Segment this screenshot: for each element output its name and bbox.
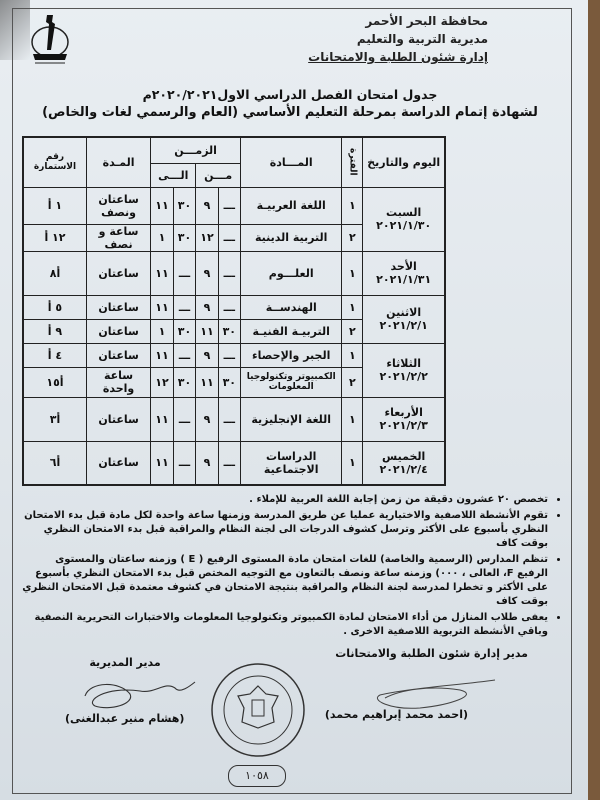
from-hour-cell: ٩ [196, 295, 218, 319]
to-hour-cell: ١٢ [151, 367, 174, 397]
from-minute-cell: ـــ [218, 343, 240, 367]
signature-left-icon [80, 676, 200, 714]
form-number-cell: أ٦ [23, 441, 86, 485]
day-date: ٢٠٢١/١/٣٠ [376, 219, 432, 232]
header-day: اليوم والتاريخ [363, 137, 445, 187]
to-minute-cell: ٣٠ [173, 367, 196, 397]
header-from: مـــن [196, 163, 241, 187]
schedule-subtitle: لشهادة إتمام الدراسة بمرحلة التعليم الأساسي (العام والرسمي لغات والخاص) [42, 105, 538, 120]
day-date: ٢٠٢١/٢/١ [379, 319, 428, 332]
form-number-cell: ٥ أ [23, 295, 86, 319]
from-hour-cell: ٩ [196, 343, 218, 367]
duration-cell: ساعتان [86, 251, 150, 295]
duration-cell: ساعتان [86, 295, 150, 319]
to-hour-cell: ١١ [151, 251, 174, 295]
subject-cell: الهندســة [241, 295, 342, 319]
subject-cell: الدراسات الاجتماعية [241, 441, 342, 485]
signature-title-left: مدير المديرية [89, 656, 161, 669]
period-cell: ١ [342, 251, 363, 295]
to-hour-cell: ١ [151, 224, 174, 251]
from-hour-cell: ٩ [196, 397, 218, 441]
day-date: ٢٠٢١/٢/٢ [379, 370, 428, 383]
day-cell [363, 251, 445, 295]
period-cell: ١ [342, 441, 363, 485]
to-hour-cell: ١١ [151, 343, 174, 367]
schedule-title: جدول امتحان الفصل الدراسي الاول٢٠٢٠/٢٠٢١م [142, 87, 438, 102]
from-minute-cell: ـــ [218, 187, 240, 224]
signature-title-right: مدير إدارة شئون الطلبة والامتحانات [335, 647, 528, 660]
from-minute-cell: ـــ [218, 397, 240, 441]
to-hour-cell: ١١ [151, 397, 174, 441]
department-name: إدارة شئون الطلبة والامتحانات [308, 50, 488, 64]
subject-cell: اللغة الإنجليزية [241, 397, 342, 441]
signature-name-right: (احمد محمد إبراهيم محمد) [324, 708, 468, 721]
header-duration: المـدة [86, 137, 150, 187]
to-minute-cell: ـــ [173, 251, 196, 295]
day-name: السبت [386, 206, 422, 219]
header-to: الـــى [151, 163, 196, 187]
to-minute-cell: ـــ [173, 441, 196, 485]
to-hour-cell: ١١ [151, 441, 174, 485]
table-row [23, 397, 445, 441]
day-cell [363, 187, 445, 251]
form-number-cell: أ١٥ [23, 367, 86, 397]
header-time: الزمـــن [151, 137, 241, 163]
form-number-cell: أ٣ [23, 397, 86, 441]
from-hour-cell: ٩ [196, 251, 218, 295]
from-minute-cell: ٣٠ [218, 319, 240, 343]
signature-name-left: (هشام منير عبدالغنى) [65, 712, 185, 725]
period-cell: ١ [342, 343, 363, 367]
from-minute-cell: ـــ [218, 295, 240, 319]
day-date: ٢٠٢١/٢/٣ [379, 419, 428, 432]
day-date: ٢٠٢١/٢/٤ [379, 462, 428, 476]
day-date: ٢٠٢١/١/٣١ [376, 273, 432, 286]
subject-cell: العلـــوم [241, 251, 342, 295]
period-cell: ٢ [342, 319, 363, 343]
form-number-cell: ٤ أ [23, 343, 86, 367]
governorate-name: محافظة البحر الأحمر [365, 14, 488, 28]
day-name: الاثنين [386, 306, 422, 319]
period-cell: ١ [342, 397, 363, 441]
note-item: • تنظم المدارس (الرسمية والخاصة) للغات امتحان مادة المستوى الرفيع ( E ) وزمنه ساعتان والمستوى الرفيع F، العالى ، ٠٠٠) وزمنه ساعة ونصف بالتعاون مع التوجيه المختص قبل بدء الامتحان النظري بأسبوع على الأكثر و تخطرا لمدرسة لجنة النظام والمراقبة بنتيجة الامتحان في كشوف معتمدة قبل الامتحان النظري بوقت كاف [22, 553, 548, 609]
serial-number: ١٠٥٨ [228, 765, 286, 787]
note-item: • تخصص ٢٠ عشرون دقيقة من زمن إجابة اللغة العربية للإملاء . [22, 493, 548, 507]
form-number-cell: ١ أ [23, 187, 86, 224]
day-cell [363, 441, 445, 485]
subject-cell: الجبر والإحصاء [241, 343, 342, 367]
header-form-number: رقم الاستمارة [23, 137, 86, 187]
document-header [288, 12, 488, 66]
to-minute-cell: ـــ [173, 397, 196, 441]
duration-cell: ساعتان [86, 441, 150, 485]
day-name: الأربعاء [384, 406, 423, 419]
period-cell: ١ [342, 187, 363, 224]
form-number-cell: ٩ أ [23, 319, 86, 343]
directorate-name: مديرية التربية والتعليم [356, 32, 488, 46]
duration-cell: ساعة و نصف [86, 224, 150, 251]
period-cell: ١ [342, 295, 363, 319]
duration-cell: ساعتان [86, 397, 150, 441]
day-cell [363, 343, 445, 397]
day-cell [363, 295, 445, 343]
day-name: الثلاثاء [386, 357, 421, 370]
subject-cell: اللغة العربيـة [241, 187, 342, 224]
form-number-cell: أ٨ [23, 251, 86, 295]
header-subject: المـــادة [241, 137, 342, 187]
exam-schedule-table [22, 136, 446, 486]
to-hour-cell: ١ [151, 319, 174, 343]
to-minute-cell: ٣٠ [173, 187, 196, 224]
day-cell [363, 397, 445, 441]
from-hour-cell: ٩ [196, 187, 218, 224]
from-minute-cell: ـــ [218, 441, 240, 485]
table-row [23, 187, 445, 224]
note-item: • تقوم الأنشطة اللاصفية والاختيارية عمليا عن طريق المدرسة وزمنها ساعة واحدة لكل مادة قبل بدء الامتحان النظري بأسبوع على الأكثر وترسل كشوف الدرجات الى لجنة النظام والمراقبة قبل بدء الامتحان النظري بوقت كاف [22, 509, 548, 551]
table-row [23, 343, 445, 367]
duration-cell: ساعتان [86, 343, 150, 367]
day-name: الخميس [382, 449, 426, 463]
to-hour-cell: ١١ [151, 295, 174, 319]
subject-cell: التربية الدينية [241, 224, 342, 251]
to-minute-cell: ٣٠ [173, 319, 196, 343]
to-minute-cell: ـــ [173, 343, 196, 367]
form-number-cell: ١٢ أ [23, 224, 86, 251]
from-hour-cell: ١٢ [196, 224, 218, 251]
to-minute-cell: ـــ [173, 295, 196, 319]
document-title [20, 86, 560, 122]
day-name: الأحد [390, 260, 417, 273]
to-hour-cell: ١١ [151, 187, 174, 224]
from-hour-cell: ٩ [196, 441, 218, 485]
to-minute-cell: ٣٠ [173, 224, 196, 251]
duration-cell: ساعتان ونصف [86, 187, 150, 224]
subject-cell: التربيـة الفنيـة [241, 319, 342, 343]
from-hour-cell: ١١ [196, 319, 218, 343]
from-minute-cell: ٣٠ [218, 367, 240, 397]
period-cell: ٢ [342, 367, 363, 397]
table-row [23, 251, 445, 295]
duration-cell: ساعتان [86, 319, 150, 343]
table-row [23, 295, 445, 319]
from-minute-cell: ـــ [218, 251, 240, 295]
subject-cell: الكمبيوتر وتكنولوجيا المعلومات [241, 367, 342, 397]
notes-section [22, 493, 562, 641]
note-item: • يعفى طلاب المنازل من أداء الامتحان لمادة الكمبيوتر وتكنولوجيا المعلومات والاختبارات التحريرية النصفية وباقي الأنشطة التربوية اللاصفية الاخرى . [22, 611, 548, 639]
official-seal-icon [208, 660, 308, 760]
from-hour-cell: ١١ [196, 367, 218, 397]
table-row [23, 441, 445, 485]
duration-cell: ساعة واحدة [86, 367, 150, 397]
period-cell: ٢ [342, 224, 363, 251]
governorate-logo-icon [25, 10, 75, 65]
from-minute-cell: ـــ [218, 224, 240, 251]
header-period: الفترة [342, 137, 363, 187]
